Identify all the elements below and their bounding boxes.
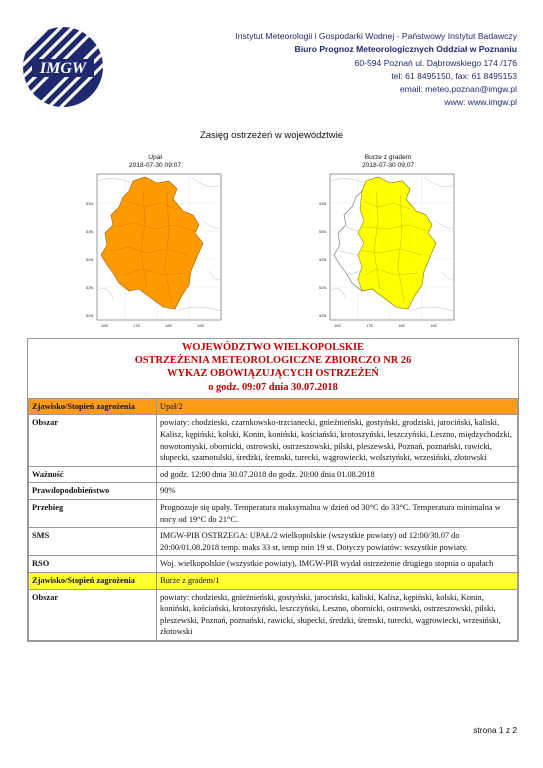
table-row [29, 466, 518, 483]
row-label: Zjawisko/Stopień zagrożenia [29, 572, 157, 589]
maps-title: Zasięg ostrzeżeń w województwie [199, 130, 344, 141]
row-label: Obszar [29, 589, 157, 640]
phone-fax: tel: 61 8495150, fax: 61 8495153 [391, 70, 517, 81]
svg-text:52N: 52N [86, 313, 94, 318]
table-row [29, 572, 518, 589]
row-value: 90% [157, 483, 518, 500]
row-value: powiaty: chodzieski, gnieźnieński, gostyński, jarociński, kaliski, Kalisz, kępiński, kolski, Konin, koniński, kościański, krotoszyński, leszczyński, Leszno, obornicki, ostrowski, ostrzeszowski, pilski, pleszewski, Poznań, poznański, rawicki, słupecki, średzki, śremski, turecki, wągrowiecki, wrzesiński, złotowski [157, 589, 518, 640]
map-burze [318, 154, 458, 331]
table-row [29, 528, 518, 556]
table-row [29, 483, 518, 500]
row-value: Burze z gradem/1 [157, 572, 518, 589]
heading-line: OSTRZEŻENIA METEOROLOGICZNE ZBIORCZO NR 26 [134, 355, 412, 367]
table-row [29, 415, 518, 466]
svg-text:52N: 52N [86, 257, 94, 262]
row-label: Obszar [29, 415, 157, 466]
svg-text:53N: 53N [86, 201, 94, 206]
svg-text:52N: 52N [86, 285, 94, 290]
row-label: Zjawisko/Stopień zagrożenia [29, 398, 157, 415]
page-number: strona 1 z 2 [473, 725, 517, 735]
row-value: Prognozuje się upały. Temperatura maksymalna w dzień od 30°C do 33°C. Temperatura minimalna w nocy od 19°C do 21°C. [157, 499, 518, 527]
map-svg-burze [318, 171, 458, 331]
svg-text:52N: 52N [319, 285, 327, 290]
office-name: Biuro Prognoz Meteorologicznych Oddział w Poznaniu [294, 44, 517, 55]
map-label: Burze z gradem [364, 154, 412, 161]
row-value: Woj. wielkopolskie (wszystkie powiaty), IMGW-PIB wydał ostrzeżenie drugiego stopnia o upałach [157, 556, 518, 573]
heading-line: WYKAZ OBOWIĄZUJĄCYCH OSTRZEŻEŃ [167, 368, 379, 380]
row-value: powiaty: chodzieski, czarnkowsko-trzcianecki, gnieźnieński, gostyński, grodziski, jarociński, kaliski, Kalisz, kępiński, kolski, Konin, koniński, kościański, krotoszyński, leszczyński, Leszno, międzychodzki, nowotomyski, obornicki, ostrowski, ostrzeszowski, pilski, pleszewski, Poznań, poznański, rawicki, słupecki, szamotulski, średzki, śremski, turecki, wągrowiecki, wolsztyński, wrzesiński, złotowski [157, 415, 518, 466]
warning-table [28, 398, 518, 641]
email[interactable]: email: meteo.poznan@imgw.pl [399, 84, 517, 95]
svg-text:16E: 16E [334, 323, 342, 328]
map-upal [85, 154, 225, 331]
map-label: Upał [148, 154, 162, 161]
row-label: SMS [29, 528, 157, 556]
row-value: IMGW-PIB OSTRZEGA: UPAŁ/2 wielkopolskie (wszystkie powiaty) od 12:00/30.07 do 20:00/01.08.2018 temp. maks 33 st, temp min 19 st. Dotyczy powiatów: wszystkie powiaty. [157, 528, 518, 556]
svg-text:16E: 16E [101, 323, 109, 328]
svg-text:53N: 53N [319, 201, 327, 206]
svg-text:53N: 53N [86, 229, 94, 234]
heading-line: WOJEWÓDZTWO WIELKOPOLSKIE [182, 342, 364, 353]
svg-text:53N: 53N [319, 229, 327, 234]
imgw-logo [22, 26, 104, 108]
row-label: Ważność [29, 466, 157, 483]
row-value: od godz. 12:00 dnia 30.07.2018 do godz. 20:00 dnia 01.08.2018 [157, 466, 518, 483]
svg-text:18E: 18E [165, 323, 173, 328]
institute-header [235, 30, 517, 110]
warning-heading [28, 339, 518, 398]
map-timestamp: 2018-07-30 09:07 [128, 162, 182, 169]
row-label: RSO [29, 556, 157, 573]
warning-panel [27, 338, 519, 642]
svg-text:52N: 52N [319, 313, 327, 318]
row-label: Prawdopodobieństwo [29, 483, 157, 500]
address: 60-594 Poznań ul. Dąbrowskiego 174 /176 [354, 57, 517, 68]
row-value: Upał/2 [157, 398, 518, 415]
heading-line: o godz. 09:07 dnia 30.07.2018 [208, 381, 338, 393]
svg-text:19E: 19E [197, 323, 205, 328]
row-label: Przebieg [29, 499, 157, 527]
svg-text:52N: 52N [319, 257, 327, 262]
svg-text:17E: 17E [366, 323, 374, 328]
svg-text:17E: 17E [133, 323, 141, 328]
table-row [29, 499, 518, 527]
map-svg-upal [85, 171, 225, 331]
table-row [29, 556, 518, 573]
table-row [29, 589, 518, 640]
svg-text:IMGW: IMGW [39, 60, 87, 77]
table-row [29, 398, 518, 415]
svg-text:18E: 18E [398, 323, 406, 328]
svg-text:19E: 19E [430, 323, 438, 328]
website[interactable]: www: www.imgw.pl [444, 97, 517, 108]
map-timestamp: 2018-07-30 09:07 [361, 162, 415, 169]
institute-name: Instytut Meteorologii i Gospodarki Wodnej - Państwowy Instytut Badawczy [235, 31, 517, 41]
